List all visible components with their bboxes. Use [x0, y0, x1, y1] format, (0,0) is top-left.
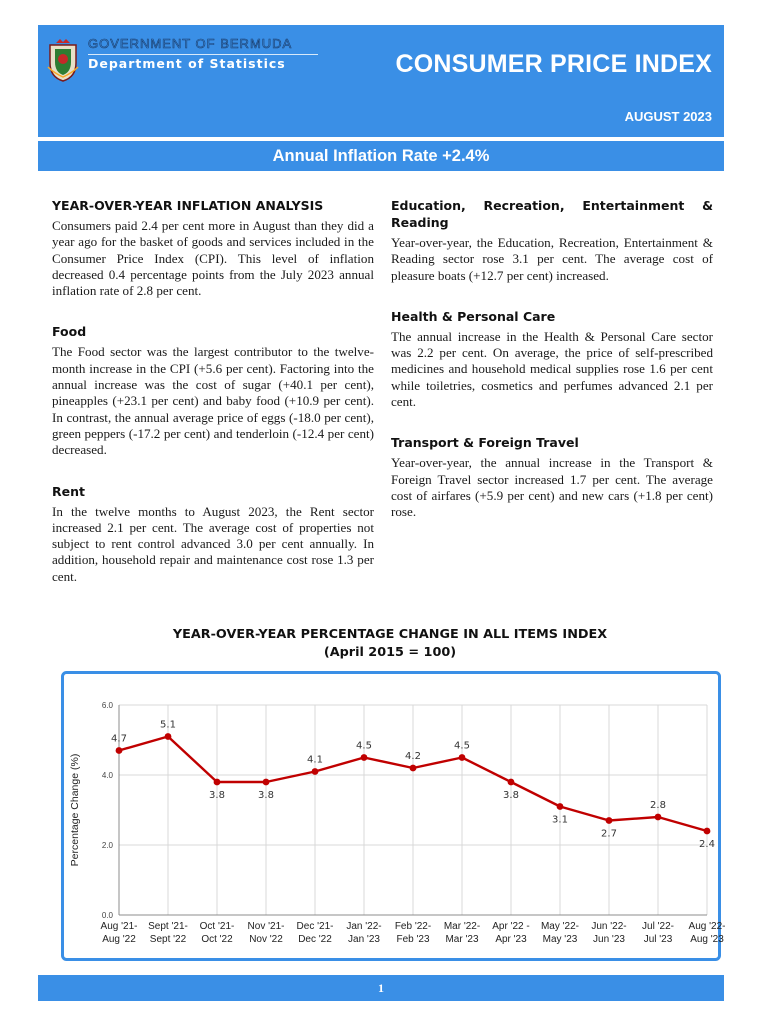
x-tick-label: Aug '22- [688, 921, 726, 932]
data-point [655, 814, 662, 821]
section-yoy-analysis [52, 197, 374, 299]
section-body: Consumers paid 2.4 per cent more in August than they did a year ago for the basket of goods and services included in the Consumer Price Index (CPI). This level of inflation decreased 0.4 percentage points from the July 2023 annual inflation rate of 2.8 per cent. [52, 218, 374, 299]
x-tick-label: Dec '21- [296, 921, 334, 932]
data-label: 3.8 [258, 790, 274, 801]
government-name: GOVERNMENT OF BERMUDA [88, 36, 293, 51]
data-label: 2.8 [650, 800, 666, 811]
x-tick-label: Jul '23 [643, 934, 673, 945]
y-tick-label: 4.0 [101, 771, 113, 780]
data-point [263, 779, 270, 786]
chart-title [38, 626, 742, 662]
bermuda-coat-of-arms-icon [46, 37, 80, 83]
x-tick-label: Aug '21- [100, 921, 138, 932]
x-tick-label: May '23 [542, 934, 578, 945]
data-label: 4.7 [111, 733, 127, 745]
x-tick-label: May '22- [540, 921, 580, 932]
data-point [214, 779, 221, 786]
data-point [704, 828, 711, 835]
x-tick-label: Sept '21- [148, 921, 188, 932]
chart-frame-border [63, 673, 720, 960]
section-body: Year-over-year, the annual increase in the Transport & Foreign Travel sector increased 1.7 per cent. The average cost of airfares (+5.9 per cent) and new cars (+1.8 per cent) rose. [391, 455, 713, 520]
x-tick-label: Jan '22- [346, 921, 382, 932]
data-point [361, 754, 368, 761]
report-month: AUGUST 2023 [624, 109, 712, 124]
x-tick-label: Nov '21- [247, 921, 285, 932]
x-tick-label: Apr '22 - [492, 921, 530, 932]
x-tick-label: Jun '22- [591, 921, 627, 932]
data-point [459, 754, 466, 761]
inflation-rate-banner: Annual Inflation Rate +2.4% [38, 141, 724, 171]
data-point [410, 765, 417, 772]
x-tick-label: Jan '23 [348, 934, 380, 945]
data-label: 4.5 [454, 740, 470, 752]
section-food [52, 323, 374, 458]
data-label: 2.4 [699, 839, 715, 850]
section-rent [52, 483, 374, 585]
x-tick-label: Dec '22 [298, 934, 332, 945]
x-tick-label: Jun '23 [593, 934, 625, 945]
footer-bar [38, 975, 724, 1001]
header-divider [88, 54, 318, 55]
section-heading: Transport & Foreign Travel [391, 435, 579, 451]
left-column [52, 197, 374, 609]
data-label: 3.8 [209, 790, 225, 801]
inflation-line-chart [61, 671, 726, 961]
x-tick-label: Mar '23 [445, 934, 479, 945]
data-label: 4.5 [356, 740, 372, 752]
document-title: CONSUMER PRICE INDEX [395, 50, 712, 78]
x-tick-label: Feb '22- [394, 921, 432, 932]
x-tick-label: Oct '22 [201, 934, 233, 945]
section-body: The Food sector was the largest contributor to the twelve-month increase in the CPI (+5.6 per cent). Factoring into the annual increase was the cost of sugar (+40.1 per cent), pineapples (+23.1 per cent) and baby food (+10.9 per cent). In contrast, the annual average price of eggs (-18.0 per cent), green peppers (-17.2 per cent) and tenderloin (-12.4 per cent) decreased. [52, 344, 374, 458]
data-point [557, 803, 564, 810]
data-label: 3.1 [552, 814, 568, 826]
right-column [391, 197, 713, 545]
x-tick-label: Aug '22 [102, 934, 136, 945]
section-health-personal-care [391, 308, 713, 410]
y-tick-label: 6.0 [101, 701, 113, 710]
data-point [116, 747, 123, 754]
section-heading: YEAR-OVER-YEAR INFLATION ANALYSIS [52, 198, 324, 213]
chart-subtitle: (April 2015 = 100) [323, 645, 457, 660]
y-tick-label: 0.0 [101, 911, 113, 920]
chart-container [61, 671, 726, 961]
header-bar [38, 25, 724, 137]
section-heading: Rent [52, 483, 85, 499]
data-label: 5.1 [160, 719, 176, 731]
data-point [606, 817, 613, 824]
x-tick-label: Nov '22 [249, 934, 283, 945]
data-label: 2.7 [601, 828, 617, 840]
section-transport-travel [391, 434, 713, 520]
x-tick-label: Aug '23 [690, 934, 724, 945]
data-label: 3.8 [503, 790, 519, 801]
chart-title-line: YEAR-OVER-YEAR PERCENTAGE CHANGE IN ALL ITEMS INDEX [172, 627, 608, 642]
data-label: 4.2 [405, 751, 421, 762]
page-number: 1 [378, 981, 384, 995]
data-point [508, 779, 515, 786]
data-point [165, 733, 172, 740]
y-tick-label: 2.0 [101, 841, 113, 850]
x-tick-label: Mar '22- [443, 921, 481, 932]
section-heading: Food [52, 324, 87, 340]
section-education-recreation [391, 197, 713, 284]
department-name: Department of Statistics [88, 56, 286, 71]
section-body: The annual increase in the Health & Personal Care sector was 2.2 per cent. On average, the price of self-prescribed medicines and household medical supplies rose 1.6 per cent while toiletries, cosmetics and perfumes advanced 2.1 per cent. [391, 328, 713, 410]
x-tick-label: Oct '21- [199, 921, 235, 932]
section-body: In the twelve months to August 2023, the Rent sector increased 2.1 per cent. The average cost of properties not subject to rent control advanced 3.0 per cent annually. In addition, household repair and maintenance cost rose 1.3 per cent. [52, 503, 374, 584]
x-tick-label: Feb '23 [396, 934, 430, 945]
data-point [312, 768, 319, 775]
data-label: 4.1 [307, 754, 323, 766]
section-body: Year-over-year, the Education, Recreation, Entertainment & Reading sector rose 3.1 per cent. The average cost of pleasure boats (+12.7 per cent) increased. [391, 235, 713, 283]
x-tick-label: Jul '22- [642, 921, 674, 932]
section-heading: Education, Recreation, Entertainment & Reading [391, 198, 713, 230]
x-tick-label: Sept '22 [149, 934, 187, 945]
x-tick-label: Apr '23 [495, 934, 527, 945]
section-heading: Health & Personal Care [391, 308, 556, 324]
y-axis-label: Percentage Change (%) [69, 753, 81, 867]
